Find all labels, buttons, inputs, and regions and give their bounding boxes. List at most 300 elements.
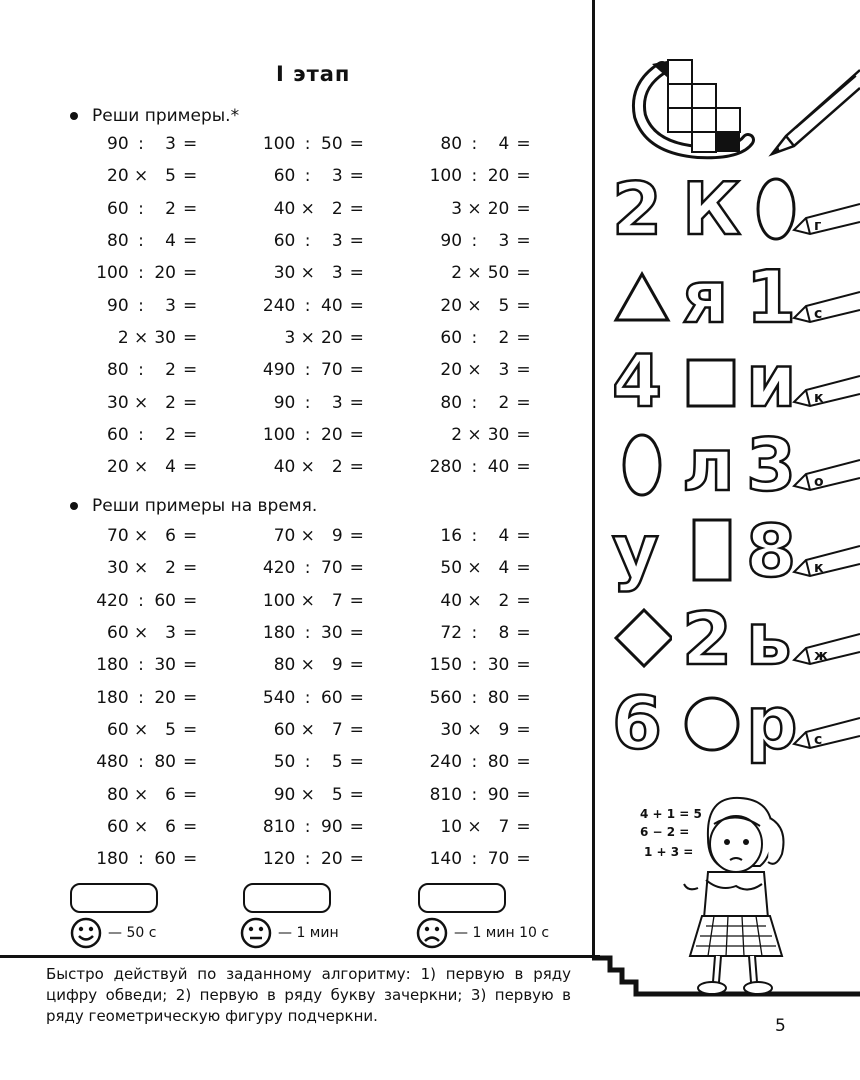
operator: × xyxy=(300,719,315,740)
task-heading-1 xyxy=(70,106,239,126)
timing-neutral xyxy=(240,917,339,949)
equals-sign: = xyxy=(183,816,198,837)
operator: × xyxy=(300,526,315,547)
operand-a: 420 xyxy=(262,558,296,579)
operand-a: 150 xyxy=(429,655,463,676)
operand-b: 50 xyxy=(321,134,343,155)
operand-b: 90 xyxy=(321,816,343,837)
operand-a: 60 xyxy=(273,166,296,187)
operand-a: 490 xyxy=(262,360,296,381)
operand-a: 180 xyxy=(96,655,129,676)
operator: × xyxy=(467,198,482,219)
problem-row xyxy=(60,128,560,160)
problem xyxy=(393,843,560,875)
operand-a: 80 xyxy=(107,231,129,252)
operand-b: 60 xyxy=(321,687,343,708)
operand-a: 90 xyxy=(107,134,129,155)
operand-a: 40 xyxy=(440,590,463,611)
operand-b: 30 xyxy=(321,623,343,644)
equals-sign: = xyxy=(516,590,531,611)
operator: : xyxy=(138,295,144,316)
operand-b: 4 xyxy=(165,457,176,478)
board-line-1: 4 + 1 = 5 xyxy=(640,807,702,821)
operand-a: 2 xyxy=(117,327,129,348)
operand-a: 30 xyxy=(107,558,129,579)
operand-b: 9 xyxy=(498,719,510,740)
equals-sign: = xyxy=(349,327,364,348)
instructions-text: Быстро действуй по заданному алгоритму: 1) первую в ряду цифру обведи; 2) первую в ряду букву зачеркни; 3) первую в ряду геометрическую фигуру подчеркни. xyxy=(46,965,571,1025)
bullet-icon xyxy=(70,502,78,510)
operand-b: 20 xyxy=(321,327,343,348)
operator: : xyxy=(471,166,478,187)
letter-pencil-icon xyxy=(792,456,860,496)
problem xyxy=(393,128,560,160)
oval-icon[interactable] xyxy=(612,430,672,500)
operator: : xyxy=(471,134,478,155)
operand-a: 40 xyxy=(273,198,296,219)
equals-sign: = xyxy=(349,558,364,579)
puzzle-symbol[interactable]: 4 xyxy=(612,339,663,423)
operand-a: 80 xyxy=(273,655,296,676)
equals-sign: = xyxy=(516,424,531,445)
puzzle-symbol[interactable]: я xyxy=(682,255,729,339)
equals-sign: = xyxy=(349,231,364,252)
problem xyxy=(60,128,227,160)
equals-sign: = xyxy=(516,295,531,316)
operand-a: 90 xyxy=(273,392,296,413)
letter-pencil-icon xyxy=(792,630,860,670)
operator: : xyxy=(471,327,478,348)
letter-pencil-icon xyxy=(792,372,860,412)
operand-a: 60 xyxy=(107,719,129,740)
operator: × xyxy=(134,623,149,644)
equals-sign: = xyxy=(349,198,364,219)
puzzle-symbol[interactable]: 2 xyxy=(682,597,733,681)
operand-b: 20 xyxy=(321,424,343,445)
operand-b: 30 xyxy=(487,655,510,676)
operand-a: 120 xyxy=(262,849,296,870)
problem xyxy=(60,843,227,875)
operator: : xyxy=(138,849,144,870)
equals-sign: = xyxy=(516,849,531,870)
equals-sign: = xyxy=(349,166,364,187)
equals-sign: = xyxy=(349,526,364,547)
problem-row xyxy=(60,811,560,843)
operand-a: 100 xyxy=(262,134,296,155)
operand-a: 100 xyxy=(262,590,296,611)
operand-a: 20 xyxy=(440,295,463,316)
operand-a: 100 xyxy=(96,263,129,284)
letter-pencil-icon xyxy=(792,714,860,754)
operator: × xyxy=(467,558,482,579)
operand-b: 2 xyxy=(165,558,176,579)
operand-a: 20 xyxy=(107,166,129,187)
operand-a: 3 xyxy=(451,198,463,219)
operand-a: 72 xyxy=(440,623,463,644)
operand-b: 2 xyxy=(498,392,510,413)
operator: : xyxy=(138,655,144,676)
operand-b: 4 xyxy=(498,558,510,579)
puzzle-symbol[interactable]: л xyxy=(682,423,735,507)
operand-b: 6 xyxy=(165,784,176,805)
operator: : xyxy=(304,134,311,155)
operand-b: 80 xyxy=(487,687,510,708)
operand-a: 30 xyxy=(440,719,463,740)
operand-b: 2 xyxy=(498,327,510,348)
girl-illustration-icon xyxy=(636,788,796,1000)
operand-b: 40 xyxy=(487,457,510,478)
operand-a: 60 xyxy=(107,623,129,644)
operand-a: 3 xyxy=(284,327,296,348)
operator: × xyxy=(134,457,149,478)
equals-sign: = xyxy=(183,526,198,547)
equals-sign: = xyxy=(349,360,364,381)
operator: : xyxy=(138,752,144,773)
equals-sign: = xyxy=(349,623,364,644)
pencil-letter: о xyxy=(814,474,824,490)
task-heading-text: Реши примеры на время. xyxy=(92,496,318,516)
equals-sign: = xyxy=(349,134,364,155)
operator: : xyxy=(471,392,478,413)
operator: : xyxy=(304,558,311,579)
operand-b: 80 xyxy=(154,752,176,773)
operand-b: 3 xyxy=(331,166,343,187)
operand-b: 70 xyxy=(321,558,343,579)
operator: × xyxy=(134,166,149,187)
equals-sign: = xyxy=(516,263,531,284)
operand-a: 60 xyxy=(107,424,129,445)
operand-a: 20 xyxy=(440,360,463,381)
operand-b: 20 xyxy=(154,263,176,284)
equals-sign: = xyxy=(183,623,198,644)
timing-text: — 50 с xyxy=(108,925,157,941)
puzzle-symbol[interactable]: 8 xyxy=(746,509,797,593)
operator: : xyxy=(304,424,311,445)
operator: : xyxy=(138,424,144,445)
equals-sign: = xyxy=(516,360,531,381)
operand-a: 50 xyxy=(273,752,296,773)
operand-a: 60 xyxy=(107,198,129,219)
operand-b: 9 xyxy=(331,655,343,676)
operator: × xyxy=(300,198,315,219)
operand-a: 180 xyxy=(96,849,129,870)
equals-sign: = xyxy=(183,295,198,316)
pencil-letter: с xyxy=(814,306,823,322)
operator: : xyxy=(304,687,311,708)
equals-sign: = xyxy=(183,166,198,187)
equals-sign: = xyxy=(516,134,531,155)
equals-sign: = xyxy=(183,655,198,676)
pencil-letter: ж xyxy=(814,648,828,664)
equals-sign: = xyxy=(349,752,364,773)
equals-sign: = xyxy=(516,752,531,773)
operand-a: 90 xyxy=(107,295,129,316)
pencil-letter: с xyxy=(814,732,823,748)
operand-b: 30 xyxy=(154,655,176,676)
problem xyxy=(227,778,394,810)
equals-sign: = xyxy=(516,198,531,219)
operator: : xyxy=(471,623,478,644)
puzzle-symbol[interactable]: и xyxy=(746,339,797,423)
operand-b: 30 xyxy=(154,327,176,348)
letter-pencil-icon xyxy=(792,288,860,328)
operator: : xyxy=(304,392,311,413)
equals-sign: = xyxy=(349,784,364,805)
operator: : xyxy=(138,263,144,284)
operand-a: 140 xyxy=(429,849,463,870)
operand-a: 540 xyxy=(262,687,296,708)
operand-a: 180 xyxy=(96,687,129,708)
equals-sign: = xyxy=(183,687,198,708)
operand-a: 16 xyxy=(440,526,463,547)
operand-a: 180 xyxy=(262,623,296,644)
operand-a: 90 xyxy=(273,784,296,805)
operand-a: 30 xyxy=(273,263,296,284)
operand-b: 4 xyxy=(498,526,510,547)
operand-a: 90 xyxy=(440,231,463,252)
equals-sign: = xyxy=(183,231,198,252)
operator: : xyxy=(471,655,478,676)
operator: : xyxy=(138,198,144,219)
operand-b: 7 xyxy=(331,719,343,740)
operand-a: 560 xyxy=(429,687,463,708)
operand-b: 6 xyxy=(165,816,176,837)
operator: × xyxy=(467,719,482,740)
pencil-letter: к xyxy=(814,560,824,576)
operand-b: 2 xyxy=(498,590,510,611)
operand-a: 420 xyxy=(96,590,129,611)
problem-row xyxy=(60,778,560,810)
equals-sign: = xyxy=(349,295,364,316)
operand-b: 2 xyxy=(331,198,343,219)
operand-b: 2 xyxy=(165,198,176,219)
equals-sign: = xyxy=(516,623,531,644)
board-line-2: 6 − 2 = xyxy=(640,825,690,839)
problem xyxy=(227,843,394,875)
equals-sign: = xyxy=(516,526,531,547)
operator: : xyxy=(304,166,311,187)
operand-a: 60 xyxy=(440,327,463,348)
operand-b: 3 xyxy=(498,360,510,381)
operand-b: 70 xyxy=(321,360,343,381)
operand-b: 80 xyxy=(487,752,510,773)
operator: : xyxy=(138,360,144,381)
operator: : xyxy=(471,231,478,252)
operand-b: 30 xyxy=(487,424,510,445)
operand-a: 240 xyxy=(262,295,296,316)
operand-a: 2 xyxy=(451,424,463,445)
operand-b: 3 xyxy=(331,231,343,252)
page-number: 5 xyxy=(775,1016,786,1036)
equals-sign: = xyxy=(183,457,198,478)
rectangle-icon[interactable] xyxy=(682,516,742,586)
operator: : xyxy=(304,752,311,773)
operand-a: 100 xyxy=(429,166,463,187)
equals-sign: = xyxy=(349,687,364,708)
puzzle-symbol[interactable]: ь xyxy=(746,597,792,681)
problem-row xyxy=(60,843,560,875)
equals-sign: = xyxy=(183,784,198,805)
triangle-icon[interactable] xyxy=(612,262,672,332)
answer-box-1[interactable] xyxy=(70,883,158,913)
puzzle-symbol[interactable]: К xyxy=(682,167,741,251)
puzzle-symbol[interactable]: 2 xyxy=(612,167,663,251)
operator: : xyxy=(304,623,311,644)
operator: × xyxy=(467,424,482,445)
operator: : xyxy=(138,590,144,611)
problem xyxy=(227,128,394,160)
operand-a: 240 xyxy=(429,752,463,773)
operator: × xyxy=(300,457,315,478)
equals-sign: = xyxy=(183,134,198,155)
operand-a: 20 xyxy=(107,457,129,478)
operator: : xyxy=(304,360,311,381)
diamond-icon[interactable] xyxy=(612,604,672,674)
operand-b: 7 xyxy=(498,816,510,837)
timing-sad xyxy=(416,917,549,949)
square-icon[interactable] xyxy=(682,346,742,416)
operand-b: 8 xyxy=(498,623,510,644)
operand-a: 40 xyxy=(273,457,296,478)
puzzle-row xyxy=(0,509,860,593)
task-heading-text: Реши примеры.* xyxy=(92,106,240,126)
equals-sign: = xyxy=(516,784,531,805)
operator: × xyxy=(467,263,482,284)
operand-b: 3 xyxy=(498,231,510,252)
operator: × xyxy=(300,327,315,348)
operand-b: 60 xyxy=(154,849,176,870)
operand-a: 480 xyxy=(96,752,129,773)
operand-b: 3 xyxy=(165,623,176,644)
equals-sign: = xyxy=(349,424,364,445)
puzzle-symbol[interactable]: у xyxy=(612,509,659,593)
operand-b: 3 xyxy=(165,295,176,316)
equals-sign: = xyxy=(516,392,531,413)
equals-sign: = xyxy=(516,457,531,478)
operand-a: 60 xyxy=(273,231,296,252)
equals-sign: = xyxy=(183,263,198,284)
operator: : xyxy=(471,526,478,547)
operand-a: 60 xyxy=(273,719,296,740)
equals-sign: = xyxy=(183,392,198,413)
operand-b: 70 xyxy=(487,849,510,870)
operator: : xyxy=(138,687,144,708)
equals-sign: = xyxy=(349,392,364,413)
circle-icon[interactable] xyxy=(682,688,742,758)
operator: × xyxy=(467,295,482,316)
operand-b: 50 xyxy=(487,263,510,284)
answer-box-2[interactable] xyxy=(243,883,331,913)
operand-b: 40 xyxy=(321,295,343,316)
operand-a: 810 xyxy=(262,816,296,837)
equals-sign: = xyxy=(349,816,364,837)
equals-sign: = xyxy=(349,719,364,740)
operator: : xyxy=(471,849,478,870)
operator: × xyxy=(467,590,482,611)
problem xyxy=(227,811,394,843)
equals-sign: = xyxy=(349,457,364,478)
sad-face-icon xyxy=(416,917,448,949)
operator: × xyxy=(134,719,149,740)
operand-b: 60 xyxy=(154,590,176,611)
operand-b: 3 xyxy=(331,392,343,413)
equals-sign: = xyxy=(349,849,364,870)
operator: : xyxy=(471,752,478,773)
operand-a: 60 xyxy=(107,816,129,837)
operator: × xyxy=(134,526,149,547)
operand-a: 30 xyxy=(107,392,129,413)
puzzle-row xyxy=(0,339,860,423)
operand-b: 5 xyxy=(165,719,176,740)
equals-sign: = xyxy=(183,360,198,381)
equals-sign: = xyxy=(516,166,531,187)
operand-a: 100 xyxy=(262,424,296,445)
operator: × xyxy=(300,655,315,676)
operator: : xyxy=(304,295,311,316)
equals-sign: = xyxy=(349,590,364,611)
operand-a: 80 xyxy=(440,392,463,413)
equals-sign: = xyxy=(516,231,531,252)
letter-pencil-icon xyxy=(792,542,860,582)
operator: × xyxy=(134,558,149,579)
operator: × xyxy=(300,784,315,805)
puzzle-symbol[interactable]: 6 xyxy=(612,681,663,765)
operand-a: 80 xyxy=(440,134,463,155)
puzzle-row xyxy=(0,167,860,251)
operator: : xyxy=(471,687,478,708)
operand-a: 10 xyxy=(440,816,463,837)
operator: : xyxy=(471,457,478,478)
puzzle-symbol[interactable]: 1 xyxy=(746,255,797,339)
operand-a: 80 xyxy=(107,784,129,805)
operand-b: 9 xyxy=(331,526,343,547)
puzzle-symbol[interactable]: 3 xyxy=(746,423,797,507)
equals-sign: = xyxy=(183,424,198,445)
operand-b: 20 xyxy=(154,687,176,708)
operand-b: 7 xyxy=(331,590,343,611)
operand-b: 90 xyxy=(487,784,510,805)
operand-b: 3 xyxy=(331,263,343,284)
equals-sign: = xyxy=(516,558,531,579)
page-title: I этап xyxy=(276,62,351,86)
operand-a: 70 xyxy=(273,526,296,547)
pencil-icon xyxy=(766,66,860,160)
equals-sign: = xyxy=(183,590,198,611)
happy-face-icon xyxy=(70,917,102,949)
timing-text: — 1 мин 10 с xyxy=(454,925,550,941)
equals-sign: = xyxy=(516,687,531,708)
timing-happy xyxy=(70,917,156,949)
bullet-icon xyxy=(70,112,78,120)
operator: : xyxy=(304,816,311,837)
equals-sign: = xyxy=(516,816,531,837)
problem xyxy=(393,778,560,810)
operator: × xyxy=(134,327,149,348)
operator: × xyxy=(134,784,149,805)
equals-sign: = xyxy=(516,655,531,676)
equals-sign: = xyxy=(183,849,198,870)
operand-a: 70 xyxy=(107,526,129,547)
letter-pencil-icon xyxy=(792,200,860,240)
answer-box-3[interactable] xyxy=(418,883,506,913)
operator: × xyxy=(134,392,149,413)
operator: : xyxy=(304,849,311,870)
operator: × xyxy=(467,360,482,381)
puzzle-symbol[interactable]: р xyxy=(746,681,798,765)
problem xyxy=(60,778,227,810)
operand-a: 810 xyxy=(429,784,463,805)
operand-b: 6 xyxy=(165,526,176,547)
